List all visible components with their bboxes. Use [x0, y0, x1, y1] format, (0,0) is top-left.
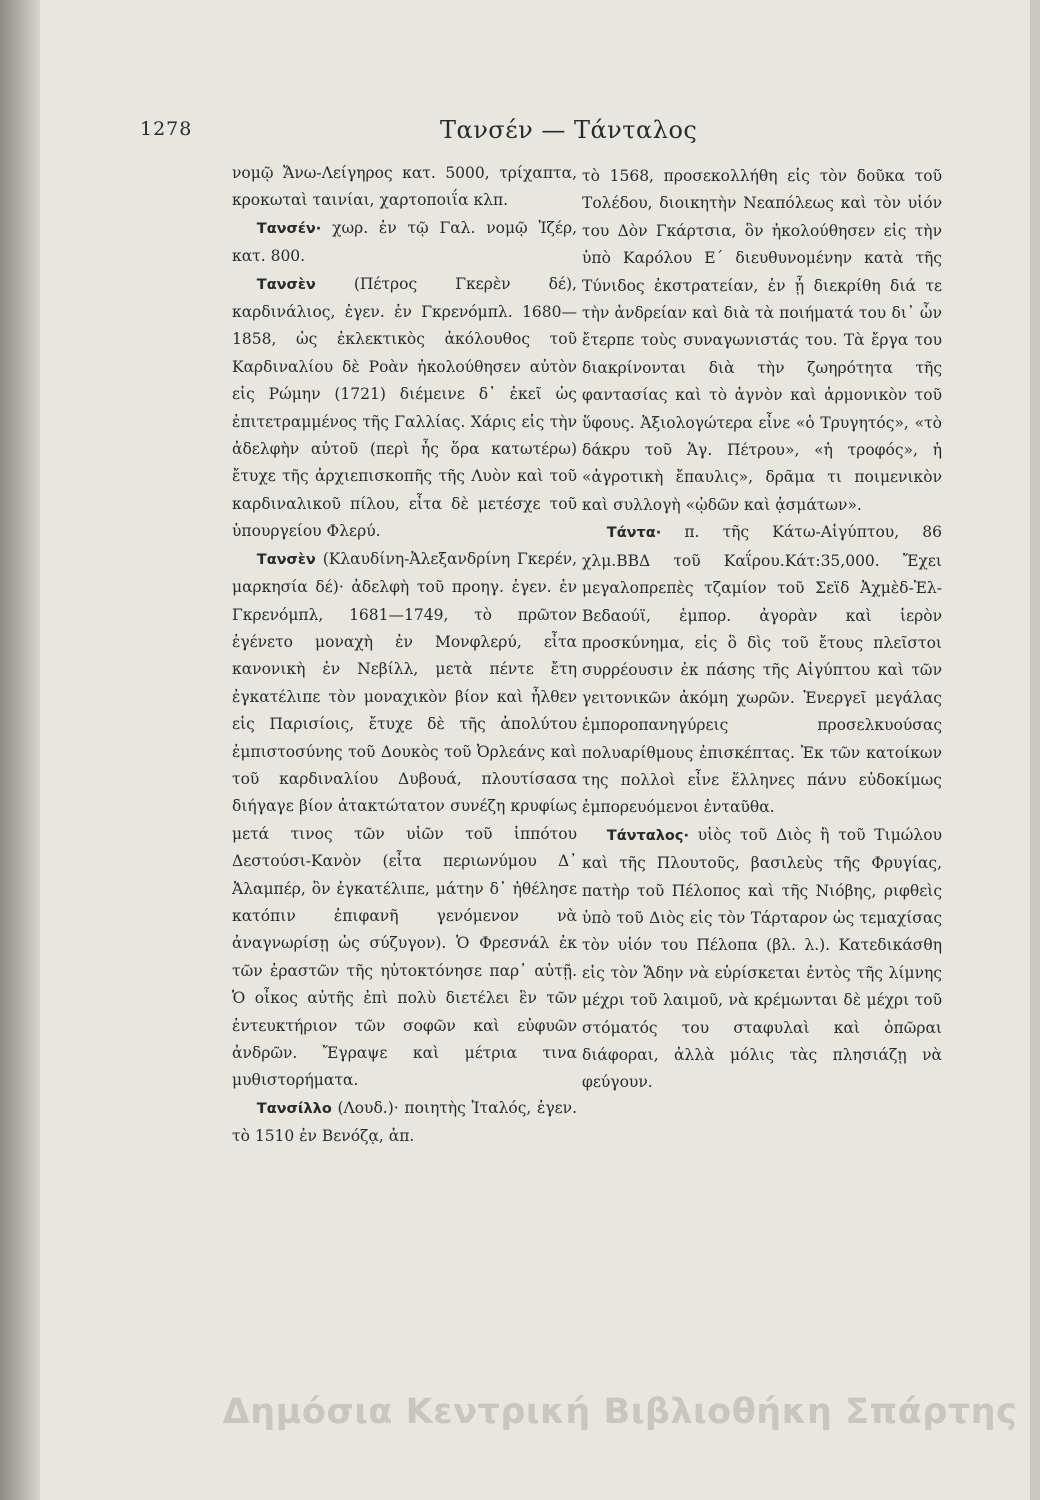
entry-lemma: Τανσέν·: [256, 220, 322, 237]
entry-lemma: Τανσίλλο: [256, 1100, 332, 1117]
entry-text: π. τῆς Κάτω-Αἰγύπτου, 86 χλμ.ΒΒΔ τοῦ Καΐρου.Κάτ:35,000. Ἔχει μεγαλοπρεπὲς τζαμίον τοῦ Σεϊδ Ἀχμὲδ-Ἐλ-Βεδαούϊ, ἐμπορ. ἀγορὰν καὶ ἱερὸν προσκύνημα, εἰς ὃ δὶς τοῦ ἔτους πλεῖστοι συρρέουσιν ἐκ πάσης τῆς Αἰγύπτου καὶ τῶν γειτονικῶν ἀκόμη χωρῶν. Ἐνεργεῖ μεγάλας ἐμποροπανηγύρεις προσελκυούσας πολυαρίθμους ἐπισκέπτας. Ἐκ τῶν κατοίκων της πολλοὶ εἶνε ἕλληνες πάνυ εὐδοκίμως ἐμπορευόμενοι ἐνταῦθα.: [582, 523, 942, 817]
entry-text: χωρ. ἐν τῷ Γαλ. νομῷ Ἰζέρ, κατ. 800.: [232, 218, 577, 266]
entry: [582, 519, 942, 821]
right-column: [582, 163, 942, 1097]
page-number: 1278: [140, 118, 193, 140]
entry-lemma: Τάντα·: [606, 525, 662, 542]
entry: [232, 1095, 577, 1151]
entry-text: (Πέτρος Γκερὲν δέ), καρδινάλιος, ἐγεν. ἐν Γκρενόμπλ. 1680—1858, ὡς ἐκλεκτικὸς ἀκόλουθος τοῦ Καρδιναλίου δὲ Ροὰν ἠκολούθησεν αὐτὸν εἰς Ρώμην (1721) διέμεινε δ᾽ ἐκεῖ ὡς ἐπιτετραμμένος τῆς Γαλλίας. Χάρις εἰς τὴν ἀδελφὴν αὐτοῦ (περὶ ἧς ὅρα κατωτέρω) ἔτυχε τῆς ἀρχιεπισκοπῆς τῆς Λυὸν καὶ τοῦ καρδιναλικοῦ πίλου, εἶτα δὲ μετέσχε τοῦ ὑπουργείου Φλερύ.: [232, 274, 577, 541]
entry: [232, 271, 577, 546]
entry-lemma: Τανσὲν: [256, 551, 316, 568]
entry-continuation: [232, 160, 577, 215]
entry-lemma: Τάνταλος·: [606, 827, 689, 844]
entry-text: (Κλαυδίνη-Ἀλεξανδρίνη Γκερέν, μαρκησία δέ)· ἀδελφὴ τοῦ προηγ. ἐγεν. ἐν Γκρενόμπλ, 1681—1749, τὸ πρῶτον ἐγένετο μοναχὴ ἐν Μονφλερύ, εἶτα κανονικὴ ἐν Νεβίλλ, μετὰ πέντε ἔτη ἐγκατέλιπε τὸν μοναχικὸν βίον καὶ ἦλθεν εἰς Παρισίοις, ἔτυχε δὲ τῆς ἀπολύτου ἐμπιστοσύνης τοῦ Δουκὸς τοῦ Ὀρλεάνς καὶ τοῦ καρδιναλίου Δυβουά, πλουτίσασα διήγαγε βίον ἀτακτώτατον συνέζη κρυφίως μετά τινος τῶν υἱῶν τοῦ ἱππότου Δεστούσι-Κανὸν (εἶτα περιωνύμου Δ᾽ Ἀλαμπέρ, ὃν ἐγκατέλιπε, μάτην δ᾽ ἠθέλησε κατόπιν ἐπιφανῆ γενόμενον νὰ ἀναγνωρίσῃ ὡς σύζυγον). Ὁ Φρεσνάλ ἐκ τῶν ἐραστῶν τῆς ηὐτοκτόνησε παρ᾽ αὐτῇ. Ὁ οἶκος αὐτῆς ἐπὶ πολὺ διετέλει ἓν τῶν ἐντευκτήριον τῶν σοφῶν καὶ εὐφυῶν ἀνδρῶν. Ἔγραψε καὶ μέτρια τινα μυθιστορήματα.: [232, 549, 577, 1090]
entry-continuation: [582, 163, 942, 519]
entry: [232, 546, 577, 1095]
entry-text: (Λουδ.)· ποιητὴς Ἰταλός, ἐγεν. τὸ 1510 ἐν Βενόζᾳ, ἀπ.: [232, 1098, 577, 1146]
entry-text: υἱὸς τοῦ Διὸς ἢ τοῦ Τιμώλου καὶ τῆς Πλουτοῦς, βασιλεὺς τῆς Φρυγίας, πατὴρ τοῦ Πέλοπος καὶ τῆς Νιόβης, ριφθεὶς ὑπὸ τοῦ Διὸς εἰς τὸν Τάρταρον ὡς τεμαχίσας τὸν υἱόν του Πέλοπα (βλ. λ.). Κατεδικάσθη εἰς τὸν Ἅδην νὰ εὑρίσκεται ἐντὸς τῆς λίμνης μέχρι τοῦ λαιμοῦ, νὰ κρέμωνται δὲ μέχρι τοῦ στόματός του σταφυλαὶ καὶ ὀπῶραι διάφοραι, ἀλλὰ μόλις τὰς πλησιάζῃ νὰ φεύγουν.: [582, 825, 942, 1092]
page-header: [140, 118, 840, 148]
book-gutter: [0, 0, 40, 1500]
left-column: [232, 160, 577, 1151]
entry: [232, 215, 577, 271]
entry-text: τὸ 1568, προσεκολλήθη εἰς τὸν δοῦκα τοῦ Τολέδου, διοικητὴν Νεαπόλεως καὶ τὸν υἱόν του Δὸν Γκάρτσια, ὃν ἠκολούθησεν εἰς τὴν ὑπὸ Καρόλου Ε΄ διευθυνομένην κατὰ τῆς Τύνιδος ἐκστρατείαν, ἐν ᾗ διεκρίθη διά τε τὴν ἀνδρείαν καὶ διὰ τὰ ποιήματά του δι᾽ ὧν ἔτερπε τοὺς συναγωνιστάς του. Τὰ ἔργα του διακρίνονται διὰ τὴν ζωηρότητα τῆς φαντασίας καὶ τὸ ἁγνὸν καὶ ἁρμονικὸν τοῦ ὕφους. Ἀξιολογώτερα εἶνε «ὁ Τρυγητός», «τὸ δάκρυ τοῦ Ἁγ. Πέτρου», «ἡ τροφός», ἡ «ἀγροτικὴ ἔπαυλις», δρᾶμα τι ποιμενικὸν καὶ συλλογὴ «ᾠδῶν καὶ ᾀσμάτων».: [582, 167, 942, 514]
entry-lemma: Τανσὲν: [256, 276, 316, 293]
library-watermark: Δημόσια Κεντρική Βιβλιοθήκη Σπάρτης: [222, 1392, 1018, 1432]
entry-text: νομῷ Ἄνω-Λείγηρος κατ. 5000, τρίχαπτα, κροκωταὶ ταινίαι, χαρτοποιΐα κλπ.: [232, 164, 577, 210]
running-head: Τανσέν — Τάνταλος: [440, 116, 698, 144]
entry: [582, 822, 942, 1097]
